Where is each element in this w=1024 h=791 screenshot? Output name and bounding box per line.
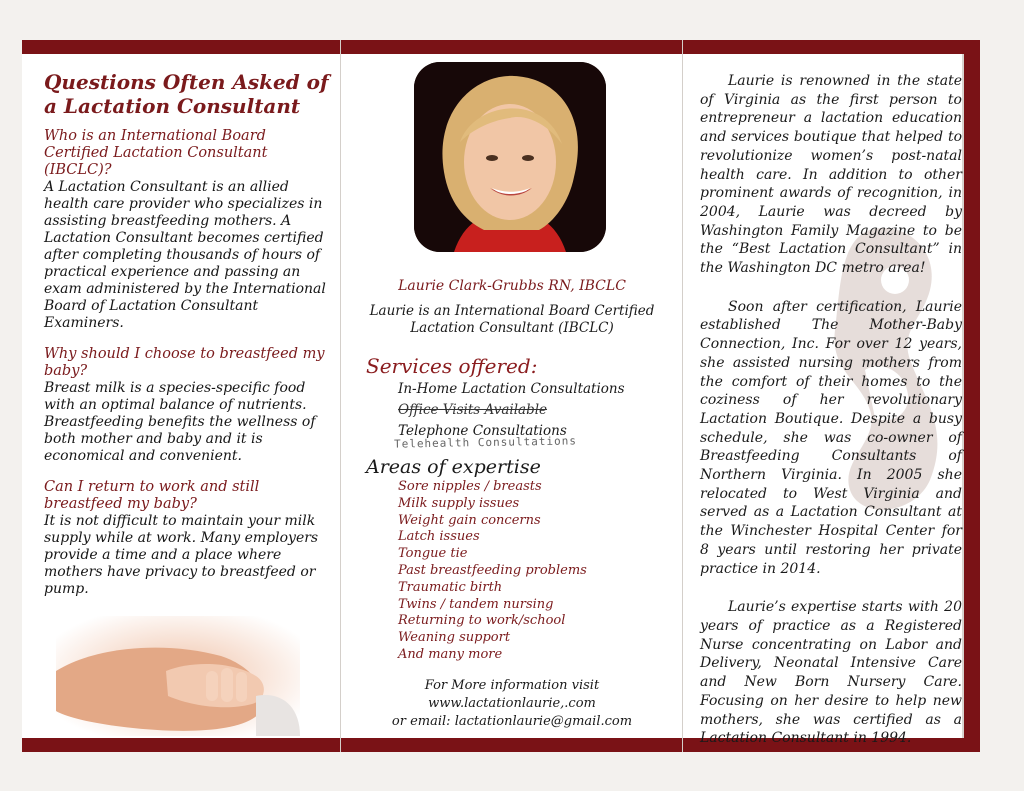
list-item: Past breastfeeding problems	[398, 562, 587, 578]
qa-item	[44, 346, 330, 465]
service-item: In-Home Lactation Consultations	[398, 381, 625, 397]
question-2: Why should I choose to breastfeed my baby?	[44, 346, 325, 379]
list-item: Milk supply issues	[398, 495, 520, 511]
consultant-subtitle: Laurie is an International Board Certified Lactation Consultant (IBCLC)	[369, 303, 655, 336]
list-item: And many more	[398, 646, 503, 662]
bio-paragraph-3: Laurie’s expertise starts with 20 years of practice as a Registered Nurse concentrating on Labor and Delivery, Neonatal Intensive Care and New Born Nursery Care. Focusing on her desire to help new mothers, she was certified as a Lactation Consultant in 1994.	[700, 599, 962, 747]
bio-paragraph-1: Laurie is renowned in the state of Virginia as the first person to entrepreneur a lactation education and services boutique that helped to revolutionize women’s post-natal health care. In addition to other prominent awards of recognition, in 2004, Laurie was decreed by Washington Family Magazine to be the “Best Lactation Consultant” in the Washington DC metro area!	[700, 73, 962, 277]
email-link[interactable]: or email: lactationlaurie@gmail.com	[391, 714, 633, 729]
question-1: Who is an International Board Certified Lactation Consultant (IBCLC)?	[44, 128, 268, 178]
right-panel	[700, 72, 962, 768]
services-list	[398, 379, 668, 442]
question-3: Can I return to work and still breastfeed my baby?	[44, 479, 260, 512]
service-item-struck: Office Visits Available	[398, 402, 548, 418]
list-item: Weight gain concerns	[398, 512, 541, 528]
left-panel	[44, 70, 330, 612]
handwritten-note: Telehealth Consultations	[393, 434, 578, 451]
left-panel-title: Questions Often Asked of a Lactation Consultant	[44, 70, 329, 118]
contact-info	[352, 677, 672, 731]
list-item: Weaning support	[398, 630, 511, 646]
consultant-name: Laurie Clark-Grubbs RN, IBCLC	[398, 278, 626, 294]
list-item: Sore nipples / breasts	[398, 479, 542, 494]
areas-heading: Areas of expertise	[366, 456, 541, 478]
answer-2: Breast milk is a species-specific food with an optimal balance of nutrients. Breastfeeding benefits the wellness of both mother and baby and it is economical and convenient.	[44, 380, 316, 464]
list-item: Tongue tie	[398, 546, 468, 562]
list-item: Returning to work/school	[398, 613, 566, 629]
website-link[interactable]: www.lactationlaurie,.com	[428, 696, 596, 711]
hands-photo	[56, 616, 300, 736]
areas-list	[398, 479, 668, 664]
answer-1: A Lactation Consultant is an allied health care provider who specializes in assisting breastfeeding mothers. A Lactation Consultant becomes certified after completing thousands of hours of practical experience and passing an exam administered by the International Board of Lactation Consultant Examiners.	[44, 179, 326, 331]
list-item: Latch issues	[398, 529, 480, 545]
info-line: For More information visit	[424, 678, 600, 693]
portrait-photo	[414, 62, 606, 252]
bio-paragraph-2: Soon after certification, Laurie established The Mother-Baby Connection, Inc. For over 12 years, she assisted nursing mothers from the comfort of their homes to the coziness of her revolutionary Lactation Boutique. Despite a busy schedule, she was co-owner of Breastfeeding Consultants of Northern Virginia. In 2005 she relocated to West Virginia and served as a Lactation Consultant at the Winchester Hospital Center for 8 years until restoring her private practice in 2014.	[700, 298, 962, 577]
list-item: Traumatic birth	[398, 579, 503, 595]
services-heading: Services offered:	[366, 354, 538, 378]
fold-line-left	[340, 40, 341, 752]
service-item: Telephone Consultations	[398, 423, 567, 439]
list-item: Twins / tandem nursing	[398, 596, 554, 612]
answer-3: It is not difficult to maintain your milk supply while at work. Many employers provide a time and a place where mothers have privacy to breastfeed or pump.	[44, 513, 319, 597]
qa-item	[44, 479, 330, 598]
qa-item	[44, 128, 330, 332]
fold-line-right	[682, 40, 683, 752]
